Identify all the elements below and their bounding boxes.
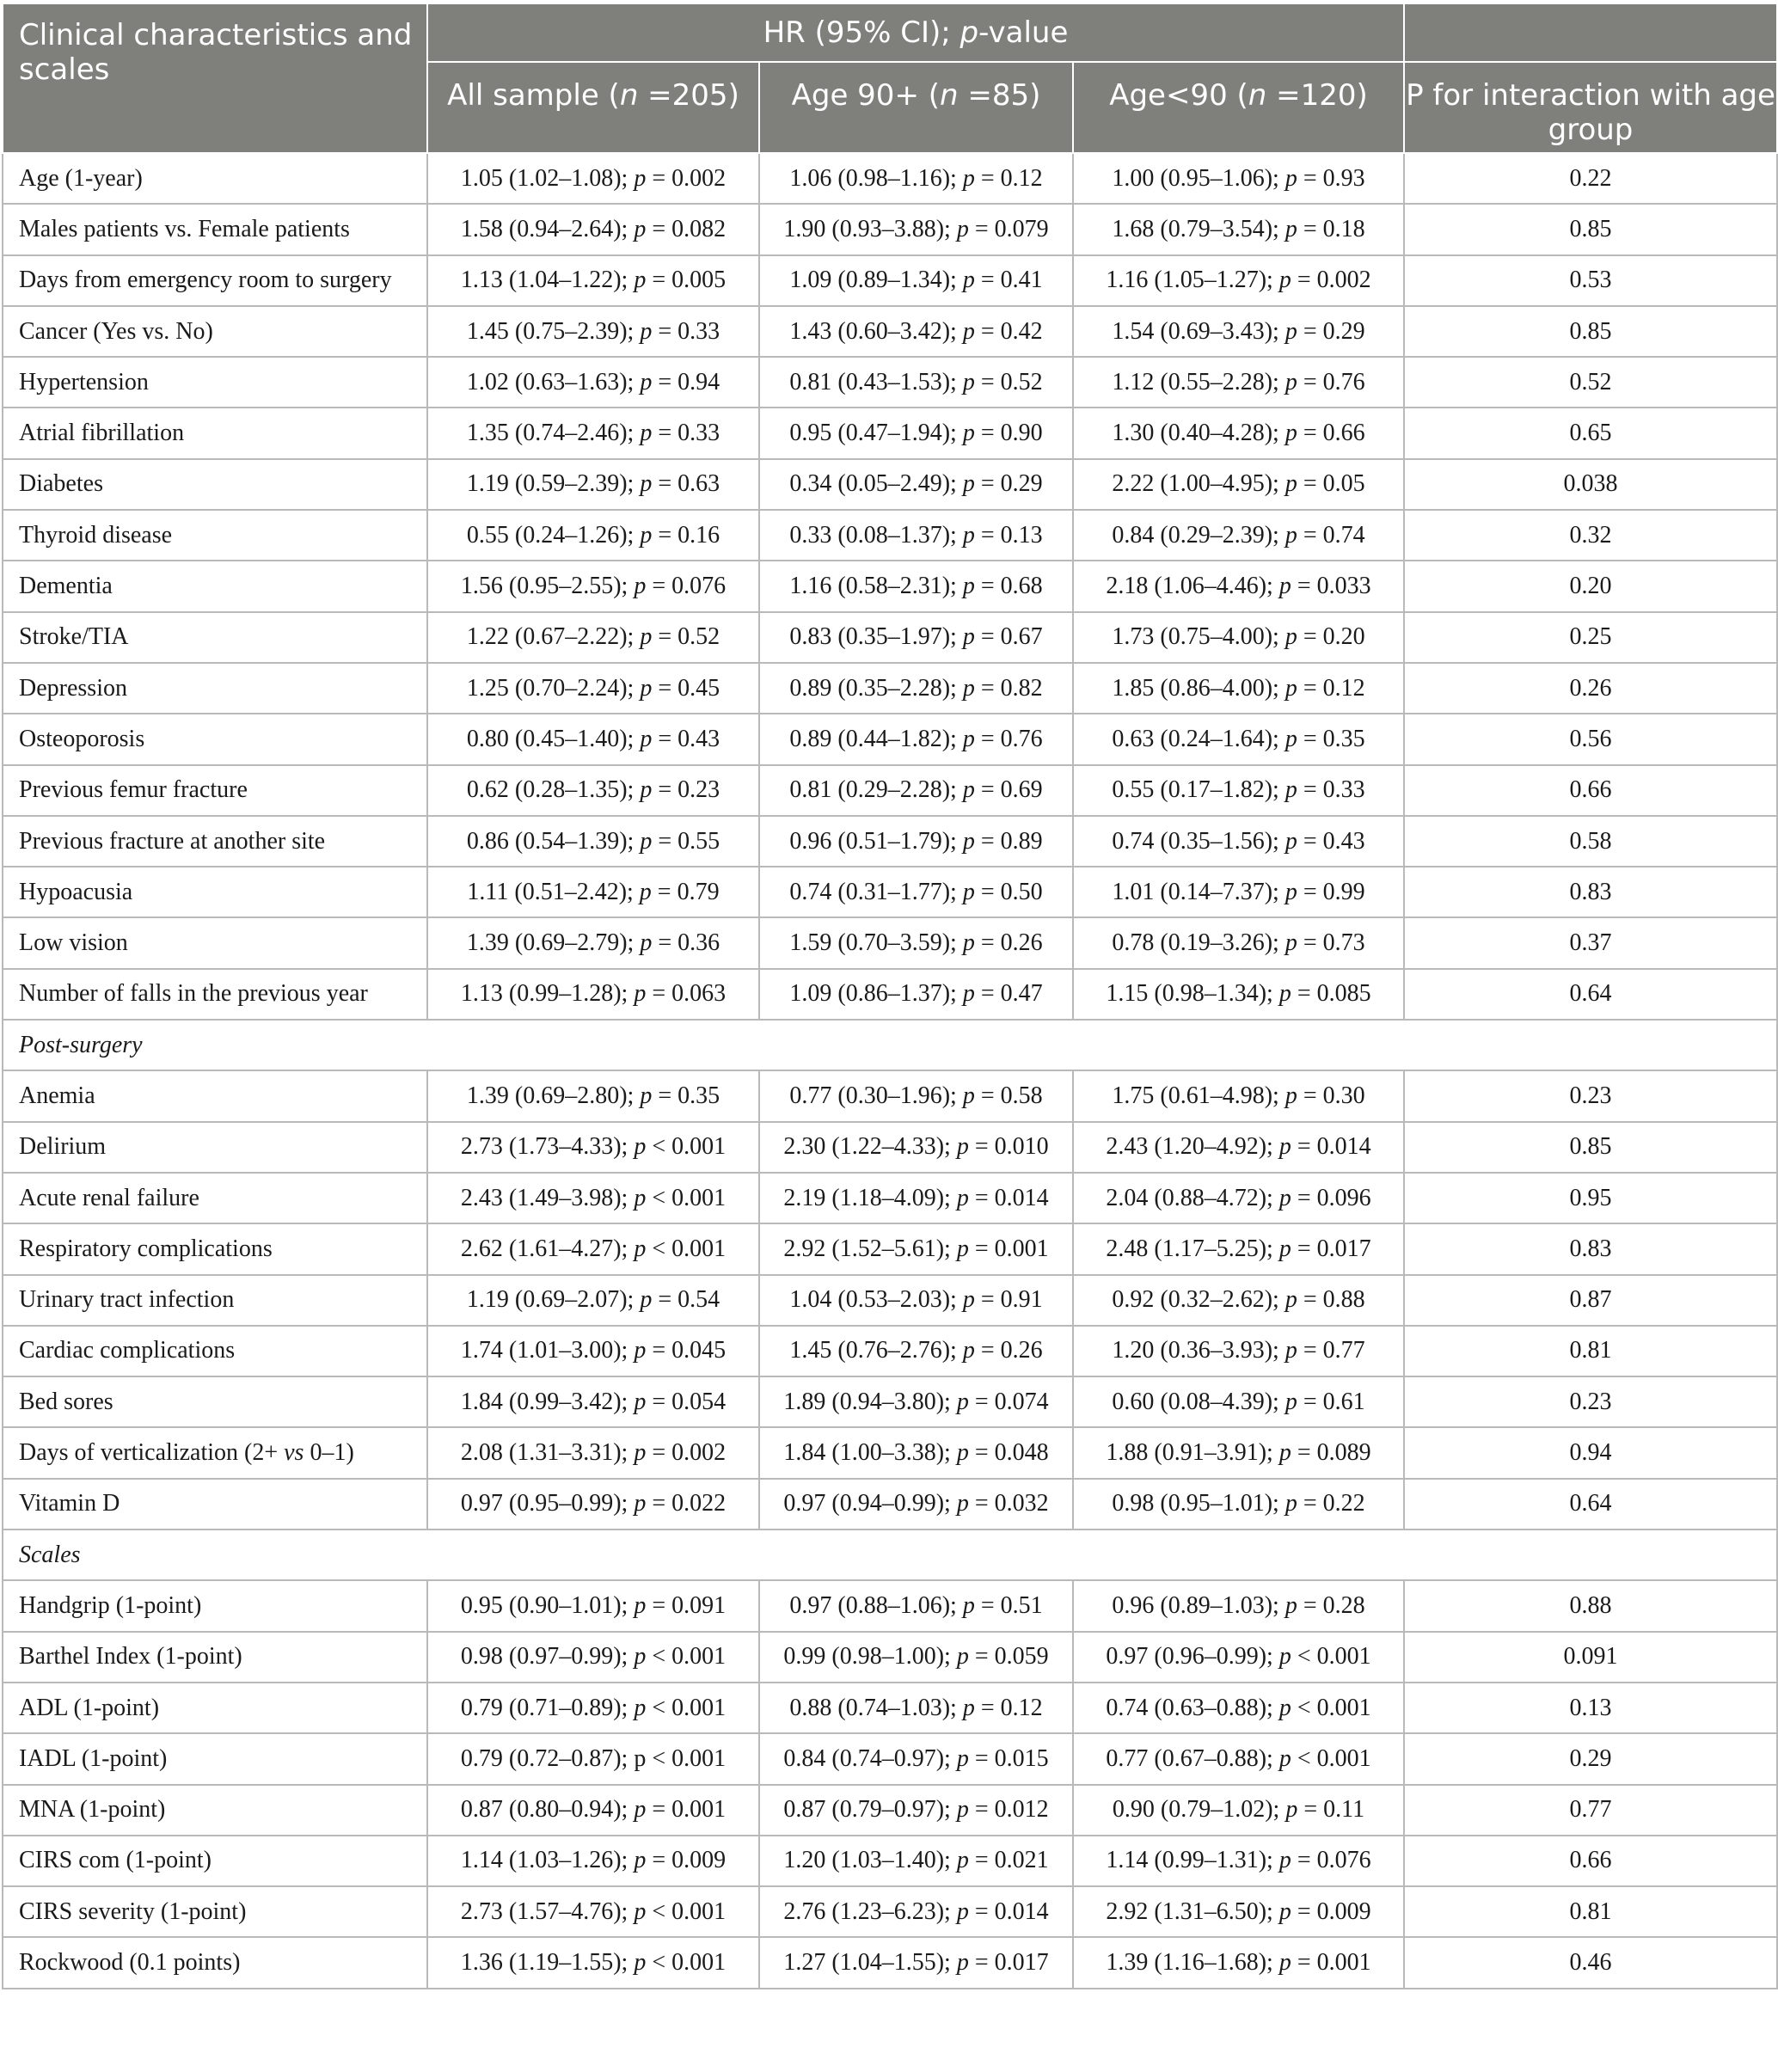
interaction-p-cell: 0.95 bbox=[1404, 1173, 1777, 1223]
hr-value-cell: 1.09 (0.89–1.34); p = 0.41 bbox=[759, 255, 1073, 306]
hr-value-cell: 0.79 (0.71–0.89); p < 0.001 bbox=[427, 1683, 759, 1733]
hr-value-cell: 1.39 (1.16–1.68); p = 0.001 bbox=[1073, 1937, 1404, 1988]
row-label: Number of falls in the previous year bbox=[3, 969, 427, 1020]
hr-value-cell: 1.20 (0.36–3.93); p = 0.77 bbox=[1073, 1326, 1404, 1376]
table-row bbox=[3, 1122, 1777, 1173]
interaction-p-cell: 0.64 bbox=[1404, 1479, 1777, 1529]
table-row bbox=[3, 867, 1777, 917]
header-row-1 bbox=[3, 3, 1777, 62]
hr-value-cell: 0.80 (0.45–1.40); p = 0.43 bbox=[427, 714, 759, 764]
hr-value-cell: 1.74 (1.01–3.00); p = 0.045 bbox=[427, 1326, 759, 1376]
table-row bbox=[3, 1937, 1777, 1988]
row-label: Atrial fibrillation bbox=[3, 408, 427, 458]
hr-value-cell: 0.87 (0.80–0.94); p = 0.001 bbox=[427, 1785, 759, 1836]
row-label: Hypoacusia bbox=[3, 867, 427, 917]
row-label: Hypertension bbox=[3, 357, 427, 408]
row-label: Urinary tract infection bbox=[3, 1275, 427, 1326]
table-row bbox=[3, 561, 1777, 611]
section-row bbox=[3, 1020, 1777, 1070]
hr-value-cell: 1.90 (0.93–3.88); p = 0.079 bbox=[759, 204, 1073, 254]
hr-value-cell: 1.25 (0.70–2.24); p = 0.45 bbox=[427, 663, 759, 714]
table-row bbox=[3, 917, 1777, 968]
hr-value-cell: 1.68 (0.79–3.54); p = 0.18 bbox=[1073, 204, 1404, 254]
hr-value-cell: 1.36 (1.19–1.55); p < 0.001 bbox=[427, 1937, 759, 1988]
interaction-p-cell: 0.23 bbox=[1404, 1376, 1777, 1427]
interaction-p-cell: 0.37 bbox=[1404, 917, 1777, 968]
hr-value-cell: 1.06 (0.98–1.16); p = 0.12 bbox=[759, 153, 1073, 204]
col-header-age-under-90: Age<90 (n =120) bbox=[1073, 62, 1404, 153]
row-label: Depression bbox=[3, 663, 427, 714]
table-row bbox=[3, 1886, 1777, 1937]
row-label: Delirium bbox=[3, 1122, 427, 1173]
table-row bbox=[3, 1785, 1777, 1836]
hr-value-cell: 0.98 (0.95–1.01); p = 0.22 bbox=[1073, 1479, 1404, 1529]
hr-value-cell: 0.86 (0.54–1.39); p = 0.55 bbox=[427, 816, 759, 867]
hr-value-cell: 2.43 (1.49–3.98); p < 0.001 bbox=[427, 1173, 759, 1223]
hr-value-cell: 1.39 (0.69–2.79); p = 0.36 bbox=[427, 917, 759, 968]
interaction-p-cell: 0.85 bbox=[1404, 204, 1777, 254]
hr-value-cell: 0.81 (0.29–2.28); p = 0.69 bbox=[759, 765, 1073, 816]
table-row bbox=[3, 1733, 1777, 1784]
interaction-p-cell: 0.52 bbox=[1404, 357, 1777, 408]
interaction-p-cell: 0.58 bbox=[1404, 816, 1777, 867]
hr-value-cell: 0.34 (0.05–2.49); p = 0.29 bbox=[759, 459, 1073, 510]
table-row bbox=[3, 306, 1777, 357]
hr-value-cell: 1.14 (1.03–1.26); p = 0.009 bbox=[427, 1836, 759, 1886]
hr-value-cell: 1.58 (0.94–2.64); p = 0.082 bbox=[427, 204, 759, 254]
row-label: MNA (1-point) bbox=[3, 1785, 427, 1836]
interaction-p-cell: 0.26 bbox=[1404, 663, 1777, 714]
hr-value-cell: 1.84 (0.99–3.42); p = 0.054 bbox=[427, 1376, 759, 1427]
row-label: Handgrip (1-point) bbox=[3, 1580, 427, 1631]
row-label: CIRS severity (1-point) bbox=[3, 1886, 427, 1937]
hr-value-cell: 0.96 (0.89–1.03); p = 0.28 bbox=[1073, 1580, 1404, 1631]
row-label: Previous fracture at another site bbox=[3, 816, 427, 867]
hr-value-cell: 0.77 (0.67–0.88); p < 0.001 bbox=[1073, 1733, 1404, 1784]
table-row bbox=[3, 969, 1777, 1020]
interaction-p-cell: 0.53 bbox=[1404, 255, 1777, 306]
row-label: Males patients vs. Female patients bbox=[3, 204, 427, 254]
row-label: Age (1-year) bbox=[3, 153, 427, 204]
hr-value-cell: 1.45 (0.75–2.39); p = 0.33 bbox=[427, 306, 759, 357]
hr-value-cell: 1.84 (1.00–3.38); p = 0.048 bbox=[759, 1427, 1073, 1478]
interaction-p-cell: 0.83 bbox=[1404, 867, 1777, 917]
hr-value-cell: 1.13 (1.04–1.22); p = 0.005 bbox=[427, 255, 759, 306]
hr-value-cell: 2.73 (1.73–4.33); p < 0.001 bbox=[427, 1122, 759, 1173]
interaction-p-cell: 0.22 bbox=[1404, 153, 1777, 204]
hr-value-cell: 1.16 (0.58–2.31); p = 0.68 bbox=[759, 561, 1073, 611]
table-row bbox=[3, 255, 1777, 306]
hr-value-cell: 1.75 (0.61–4.98); p = 0.30 bbox=[1073, 1070, 1404, 1121]
hr-value-cell: 0.99 (0.98–1.00); p = 0.059 bbox=[759, 1632, 1073, 1683]
section-label: Scales bbox=[3, 1529, 1777, 1580]
table-row bbox=[3, 510, 1777, 561]
hr-value-cell: 0.97 (0.94–0.99); p = 0.032 bbox=[759, 1479, 1073, 1529]
table-row bbox=[3, 1326, 1777, 1376]
hr-value-cell: 2.92 (1.52–5.61); p = 0.001 bbox=[759, 1223, 1073, 1274]
interaction-p-cell: 0.81 bbox=[1404, 1326, 1777, 1376]
interaction-p-cell: 0.66 bbox=[1404, 765, 1777, 816]
hr-value-cell: 0.78 (0.19–3.26); p = 0.73 bbox=[1073, 917, 1404, 968]
interaction-p-cell: 0.091 bbox=[1404, 1632, 1777, 1683]
col-header-age-90-plus: Age 90+ (n =85) bbox=[759, 62, 1073, 153]
interaction-p-cell: 0.81 bbox=[1404, 1886, 1777, 1937]
hr-value-cell: 2.76 (1.23–6.23); p = 0.014 bbox=[759, 1886, 1073, 1937]
interaction-p-cell: 0.13 bbox=[1404, 1683, 1777, 1733]
interaction-p-cell: 0.038 bbox=[1404, 459, 1777, 510]
table-row bbox=[3, 1427, 1777, 1478]
hr-value-cell: 2.22 (1.00–4.95); p = 0.05 bbox=[1073, 459, 1404, 510]
table-row bbox=[3, 714, 1777, 764]
table-row bbox=[3, 357, 1777, 408]
hr-value-cell: 1.39 (0.69–2.80); p = 0.35 bbox=[427, 1070, 759, 1121]
row-label: Stroke/TIA bbox=[3, 612, 427, 663]
hr-value-cell: 0.84 (0.74–0.97); p = 0.015 bbox=[759, 1733, 1073, 1784]
hr-value-cell: 1.59 (0.70–3.59); p = 0.26 bbox=[759, 917, 1073, 968]
hr-value-cell: 1.15 (0.98–1.34); p = 0.085 bbox=[1073, 969, 1404, 1020]
interaction-p-cell: 0.85 bbox=[1404, 1122, 1777, 1173]
hr-value-cell: 2.04 (0.88–4.72); p = 0.096 bbox=[1073, 1173, 1404, 1223]
hr-value-cell: 0.95 (0.90–1.01); p = 0.091 bbox=[427, 1580, 759, 1631]
interaction-p-cell: 0.29 bbox=[1404, 1733, 1777, 1784]
hr-value-cell: 1.13 (0.99–1.28); p = 0.063 bbox=[427, 969, 759, 1020]
hr-value-cell: 1.30 (0.40–4.28); p = 0.66 bbox=[1073, 408, 1404, 458]
row-label: Bed sores bbox=[3, 1376, 427, 1427]
hazard-ratio-table bbox=[2, 3, 1778, 1989]
hr-value-cell: 2.48 (1.17–5.25); p = 0.017 bbox=[1073, 1223, 1404, 1274]
row-label: Thyroid disease bbox=[3, 510, 427, 561]
hr-value-cell: 1.00 (0.95–1.06); p = 0.93 bbox=[1073, 153, 1404, 204]
table-row bbox=[3, 816, 1777, 867]
hr-value-cell: 0.96 (0.51–1.79); p = 0.89 bbox=[759, 816, 1073, 867]
table-row bbox=[3, 663, 1777, 714]
section-label: Post-surgery bbox=[3, 1020, 1777, 1070]
first-column-header: Clinical characteristics and scales bbox=[3, 3, 427, 153]
table-row bbox=[3, 1632, 1777, 1683]
hr-value-cell: 1.54 (0.69–3.43); p = 0.29 bbox=[1073, 306, 1404, 357]
col-header-all-sample: All sample (n =205) bbox=[427, 62, 759, 153]
hr-value-cell: 0.97 (0.88–1.06); p = 0.51 bbox=[759, 1580, 1073, 1631]
table-row bbox=[3, 765, 1777, 816]
hr-value-cell: 0.60 (0.08–4.39); p = 0.61 bbox=[1073, 1376, 1404, 1427]
table-row bbox=[3, 153, 1777, 204]
hr-value-cell: 0.89 (0.44–1.82); p = 0.76 bbox=[759, 714, 1073, 764]
row-label: Cancer (Yes vs. No) bbox=[3, 306, 427, 357]
hr-value-cell: 1.89 (0.94–3.80); p = 0.074 bbox=[759, 1376, 1073, 1427]
hr-value-cell: 0.98 (0.97–0.99); p < 0.001 bbox=[427, 1632, 759, 1683]
header-blank-cell bbox=[1404, 3, 1777, 62]
row-label: Barthel Index (1-point) bbox=[3, 1632, 427, 1683]
hr-value-cell: 1.45 (0.76–2.76); p = 0.26 bbox=[759, 1326, 1073, 1376]
hr-value-cell: 1.04 (0.53–2.03); p = 0.91 bbox=[759, 1275, 1073, 1326]
table-row bbox=[3, 612, 1777, 663]
table-row bbox=[3, 459, 1777, 510]
row-label: Dementia bbox=[3, 561, 427, 611]
hr-value-cell: 2.62 (1.61–4.27); p < 0.001 bbox=[427, 1223, 759, 1274]
interaction-p-cell: 0.64 bbox=[1404, 969, 1777, 1020]
hr-value-cell: 0.63 (0.24–1.64); p = 0.35 bbox=[1073, 714, 1404, 764]
table-row bbox=[3, 1683, 1777, 1733]
row-label: Acute renal failure bbox=[3, 1173, 427, 1223]
hr-value-cell: 1.01 (0.14–7.37); p = 0.99 bbox=[1073, 867, 1404, 917]
hr-value-cell: 1.16 (1.05–1.27); p = 0.002 bbox=[1073, 255, 1404, 306]
hr-value-cell: 2.30 (1.22–4.33); p = 0.010 bbox=[759, 1122, 1073, 1173]
table-row bbox=[3, 1070, 1777, 1121]
hr-value-cell: 1.88 (0.91–3.91); p = 0.089 bbox=[1073, 1427, 1404, 1478]
table-row bbox=[3, 1223, 1777, 1274]
interaction-p-cell: 0.25 bbox=[1404, 612, 1777, 663]
row-label: Days from emergency room to surgery bbox=[3, 255, 427, 306]
hr-value-cell: 2.19 (1.18–4.09); p = 0.014 bbox=[759, 1173, 1073, 1223]
section-row bbox=[3, 1529, 1777, 1580]
hr-value-cell: 0.89 (0.35–2.28); p = 0.82 bbox=[759, 663, 1073, 714]
row-label: ADL (1-point) bbox=[3, 1683, 427, 1733]
hr-value-cell: 1.14 (0.99–1.31); p = 0.076 bbox=[1073, 1836, 1404, 1886]
hr-value-cell: 0.74 (0.31–1.77); p = 0.50 bbox=[759, 867, 1073, 917]
hr-value-cell: 1.05 (1.02–1.08); p = 0.002 bbox=[427, 153, 759, 204]
hr-value-cell: 1.02 (0.63–1.63); p = 0.94 bbox=[427, 357, 759, 408]
hr-value-cell: 1.19 (0.69–2.07); p = 0.54 bbox=[427, 1275, 759, 1326]
table-row bbox=[3, 1173, 1777, 1223]
hr-value-cell: 0.81 (0.43–1.53); p = 0.52 bbox=[759, 357, 1073, 408]
table-row bbox=[3, 1376, 1777, 1427]
table-body bbox=[3, 153, 1777, 1989]
hr-value-cell: 1.12 (0.55–2.28); p = 0.76 bbox=[1073, 357, 1404, 408]
hr-value-cell: 1.43 (0.60–3.42); p = 0.42 bbox=[759, 306, 1073, 357]
hr-value-cell: 0.84 (0.29–2.39); p = 0.74 bbox=[1073, 510, 1404, 561]
interaction-p-cell: 0.56 bbox=[1404, 714, 1777, 764]
interaction-p-cell: 0.94 bbox=[1404, 1427, 1777, 1478]
hr-value-cell: 2.18 (1.06–4.46); p = 0.033 bbox=[1073, 561, 1404, 611]
hr-value-cell: 0.33 (0.08–1.37); p = 0.13 bbox=[759, 510, 1073, 561]
table-row bbox=[3, 1479, 1777, 1529]
row-label: Osteoporosis bbox=[3, 714, 427, 764]
hr-value-cell: 2.43 (1.20–4.92); p = 0.014 bbox=[1073, 1122, 1404, 1173]
hr-value-cell: 1.09 (0.86–1.37); p = 0.47 bbox=[759, 969, 1073, 1020]
hr-value-cell: 0.79 (0.72–0.87); p < 0.001 bbox=[427, 1733, 759, 1784]
row-label: Previous femur fracture bbox=[3, 765, 427, 816]
hr-value-cell: 1.19 (0.59–2.39); p = 0.63 bbox=[427, 459, 759, 510]
row-label: Anemia bbox=[3, 1070, 427, 1121]
hr-value-cell: 0.77 (0.30–1.96); p = 0.58 bbox=[759, 1070, 1073, 1121]
hr-value-cell: 0.90 (0.79–1.02); p = 0.11 bbox=[1073, 1785, 1404, 1836]
hr-value-cell: 0.62 (0.28–1.35); p = 0.23 bbox=[427, 765, 759, 816]
row-label: Days of verticalization (2+ vs 0–1) bbox=[3, 1427, 427, 1478]
table-row bbox=[3, 1580, 1777, 1631]
hr-value-cell: 2.92 (1.31–6.50); p = 0.009 bbox=[1073, 1886, 1404, 1937]
interaction-p-cell: 0.32 bbox=[1404, 510, 1777, 561]
hr-value-cell: 1.35 (0.74–2.46); p = 0.33 bbox=[427, 408, 759, 458]
interaction-p-cell: 0.20 bbox=[1404, 561, 1777, 611]
hr-value-cell: 1.11 (0.51–2.42); p = 0.79 bbox=[427, 867, 759, 917]
row-label: Diabetes bbox=[3, 459, 427, 510]
hr-value-cell: 1.56 (0.95–2.55); p = 0.076 bbox=[427, 561, 759, 611]
interaction-p-cell: 0.83 bbox=[1404, 1223, 1777, 1274]
hr-value-cell: 0.97 (0.95–0.99); p = 0.022 bbox=[427, 1479, 759, 1529]
hr-value-cell: 0.74 (0.35–1.56); p = 0.43 bbox=[1073, 816, 1404, 867]
table-row bbox=[3, 408, 1777, 458]
hr-value-cell: 1.73 (0.75–4.00); p = 0.20 bbox=[1073, 612, 1404, 663]
table-row bbox=[3, 1275, 1777, 1326]
table-header bbox=[3, 3, 1777, 153]
interaction-p-cell: 0.77 bbox=[1404, 1785, 1777, 1836]
hr-value-cell: 0.83 (0.35–1.97); p = 0.67 bbox=[759, 612, 1073, 663]
hr-value-cell: 0.97 (0.96–0.99); p < 0.001 bbox=[1073, 1632, 1404, 1683]
interaction-p-cell: 0.85 bbox=[1404, 306, 1777, 357]
hr-value-cell: 0.55 (0.24–1.26); p = 0.16 bbox=[427, 510, 759, 561]
hr-value-cell: 2.73 (1.57–4.76); p < 0.001 bbox=[427, 1886, 759, 1937]
row-label: Vitamin D bbox=[3, 1479, 427, 1529]
hr-value-cell: 1.85 (0.86–4.00); p = 0.12 bbox=[1073, 663, 1404, 714]
hr-value-cell: 0.74 (0.63–0.88); p < 0.001 bbox=[1073, 1683, 1404, 1733]
hr-value-cell: 0.92 (0.32–2.62); p = 0.88 bbox=[1073, 1275, 1404, 1326]
table-row bbox=[3, 1836, 1777, 1886]
row-label: Low vision bbox=[3, 917, 427, 968]
row-label: Respiratory complications bbox=[3, 1223, 427, 1274]
row-label: Rockwood (0.1 points) bbox=[3, 1937, 427, 1988]
interaction-p-cell: 0.88 bbox=[1404, 1580, 1777, 1631]
hr-value-cell: 2.08 (1.31–3.31); p = 0.002 bbox=[427, 1427, 759, 1478]
hr-value-cell: 0.55 (0.17–1.82); p = 0.33 bbox=[1073, 765, 1404, 816]
hr-value-cell: 0.95 (0.47–1.94); p = 0.90 bbox=[759, 408, 1073, 458]
row-label: IADL (1-point) bbox=[3, 1733, 427, 1784]
interaction-p-cell: 0.87 bbox=[1404, 1275, 1777, 1326]
hr-group-header: HR (95% CI); p-value bbox=[427, 3, 1404, 62]
interaction-p-cell: 0.65 bbox=[1404, 408, 1777, 458]
table-row bbox=[3, 204, 1777, 254]
hr-value-cell: 0.88 (0.74–1.03); p = 0.12 bbox=[759, 1683, 1073, 1733]
hr-value-cell: 0.87 (0.79–0.97); p = 0.012 bbox=[759, 1785, 1073, 1836]
hr-value-cell: 1.27 (1.04–1.55); p = 0.017 bbox=[759, 1937, 1073, 1988]
hr-value-cell: 1.22 (0.67–2.22); p = 0.52 bbox=[427, 612, 759, 663]
hr-value-cell: 1.20 (1.03–1.40); p = 0.021 bbox=[759, 1836, 1073, 1886]
interaction-p-cell: 0.46 bbox=[1404, 1937, 1777, 1988]
row-label: Cardiac complications bbox=[3, 1326, 427, 1376]
row-label: CIRS com (1-point) bbox=[3, 1836, 427, 1886]
interaction-p-cell: 0.23 bbox=[1404, 1070, 1777, 1121]
col-header-interaction: P for interaction with age group bbox=[1404, 62, 1777, 153]
interaction-p-cell: 0.66 bbox=[1404, 1836, 1777, 1886]
